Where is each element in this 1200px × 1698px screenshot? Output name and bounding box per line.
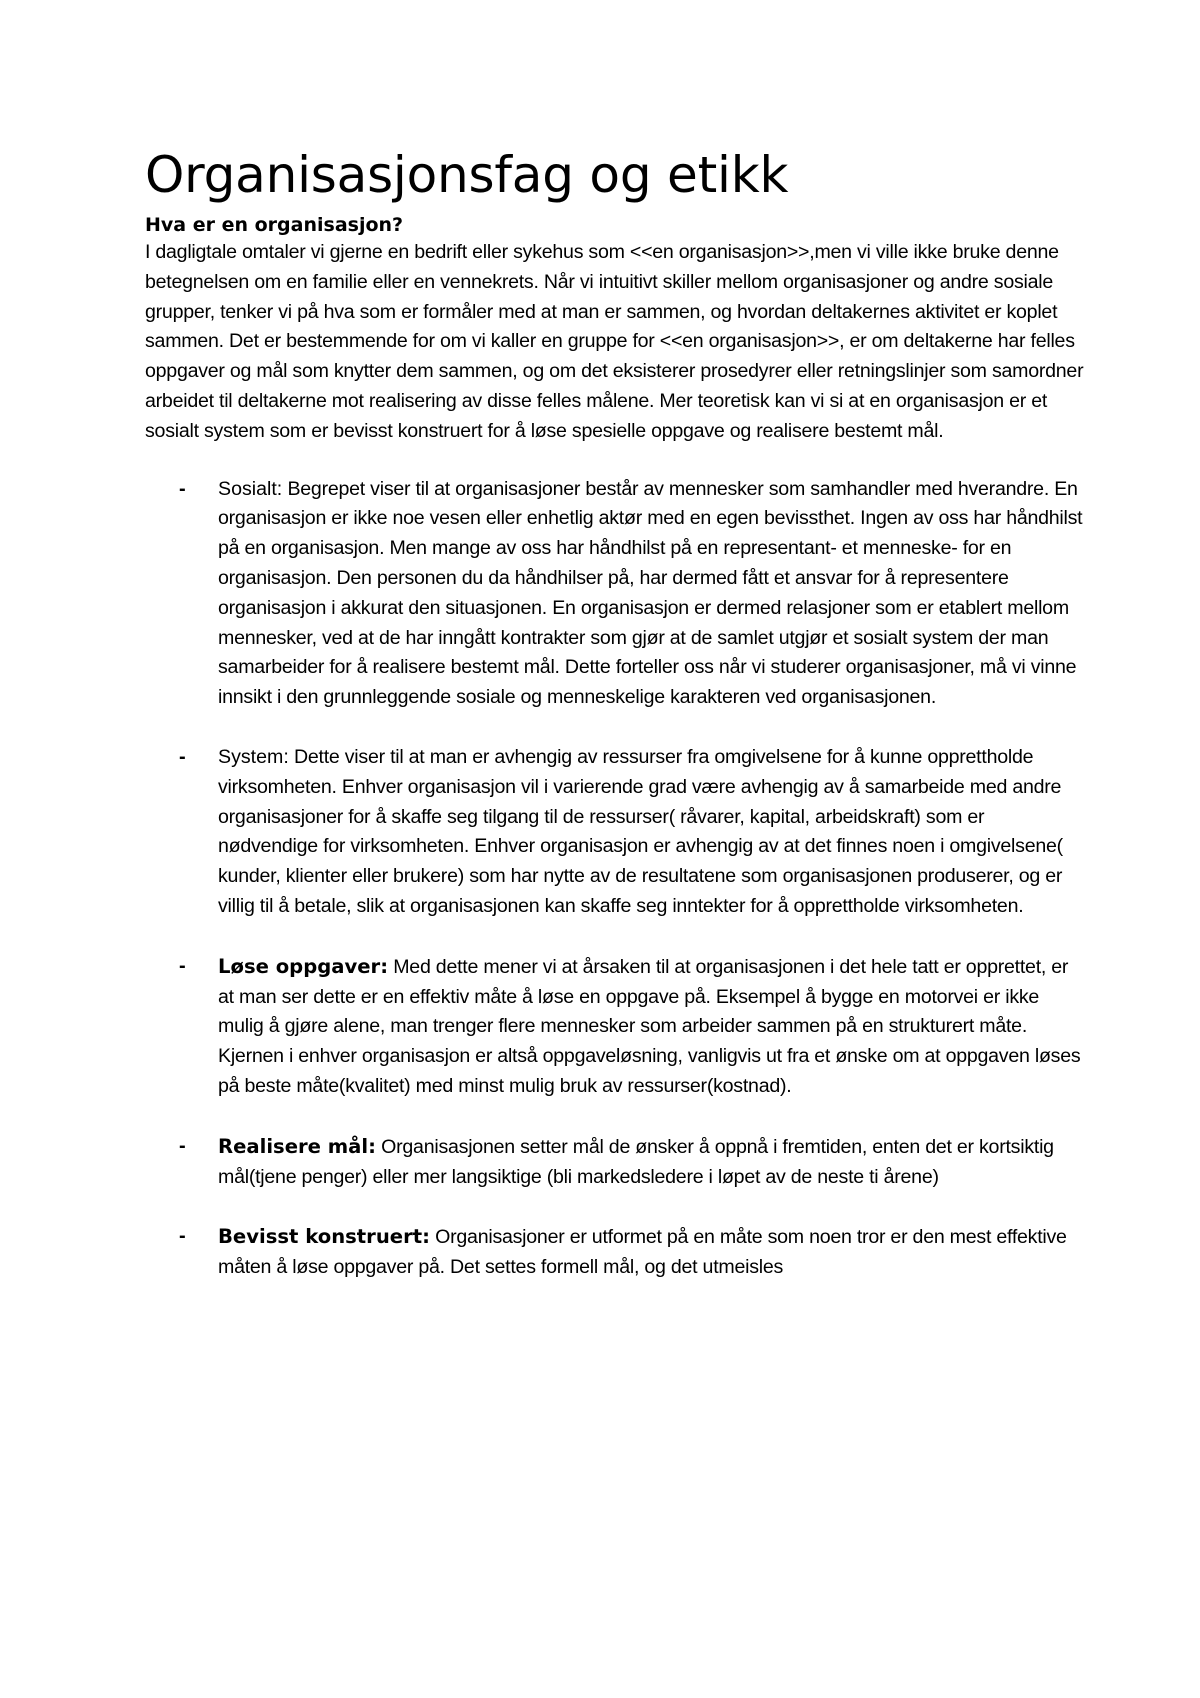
definition-list <box>145 475 1085 1283</box>
list-item-text: Organisasjonen setter mål de ønsker å oppnå i fremtiden, enten det er kortsiktig mål(tjene penger) eller mer langsiktige (bli markedsledere i løpet av de neste ti årene) <box>218 1135 1054 1188</box>
list-item-body <box>218 1222 1085 1283</box>
list-item-bevisst-konstruert <box>145 1222 1085 1283</box>
list-item-text: Organisasjoner er utformet på en måte som noen tror er den mest effektive måten å løse oppgaver på. Det settes formell mål, og det utmeisles <box>218 1226 1067 1279</box>
list-item-body <box>218 743 1085 922</box>
intro-paragraph: I dagligtale omtaler vi gjerne en bedrift eller sykehus som <<en organisasjon>>,men vi ville ikke bruke denne betegnelsen om en familie eller en vennekrets. Når vi intuitivt skiller mellom organisasjoner og andre sosiale grupper, tenker vi på hva som er formåler med at man er sammen, og hvordan deltakernes aktivitet er koplet sammen. Det er bestemmende for om vi kaller en gruppe for <<en organisasjon>>, er om deltakerne har felles oppgaver og mål som knytter dem sammen, og om det eksisterer prosedyrer eller retningslinjer som samordner arbeidet til deltakerne mot realisering av disse felles målene. Mer teoretisk kan vi si at en organisasjon er et sosialt system som er bevisst konstruert for å løse spesielle oppgave og realisere bestemt mål. <box>145 241 1084 442</box>
list-item-body <box>218 952 1085 1102</box>
document-title: Organisasjonsfag og etikk <box>145 146 789 204</box>
list-item-term: Løse oppgaver: <box>218 954 389 978</box>
list-item-term: Bevisst konstruert: <box>218 1225 430 1249</box>
list-item-sosialt <box>145 475 1085 713</box>
list-item-lose-oppgaver <box>145 952 1085 1102</box>
list-item-term: Sosialt: <box>218 477 283 500</box>
list-item-term: System: <box>218 745 289 768</box>
list-item-system <box>145 743 1085 922</box>
list-item-text: Med dette mener vi at årsaken til at organisasjonen i det hele tatt er opprettet, er at man ser dette er en effektiv måte å løse en oppgave på. Eksempel å bygge en motorvei er ikke mulig å gjøre alene, man trenger flere mennesker som arbeider sammen på en strukturert måte. Kjernen i enhver organisasjon er altså oppgaveløsning, vanligvis ut fra et ønske om at oppgaven løses på beste måte(kvalitet) med minst mulig bruk av ressurser(kostnad). <box>218 955 1081 1097</box>
list-item-term: Realisere mål: <box>218 1134 376 1158</box>
bullet-dash: - <box>179 745 186 768</box>
list-item-realisere-mal <box>145 1132 1085 1193</box>
list-item-text: Dette viser til at man er avhengig av ressurser fra omgivelsene for å kunne opprettholde virksomheten. Enhver organisasjon vil i varierende grad være avhengig av å samarbeide med andre organisasjoner for å skaffe seg tilgang til de ressurser( råvarer, kapital, arbeidskraft) som er nødvendige for virksomheten. Enhver organisasjon er avhengig av at det finnes noen i omgivelsene( kunder, klienter eller brukere) som har nytte av de resultatene som organisasjonen produserer, og er villig til å betale, slik at organisasjonen kan skaffe seg inntekter for å opprettholde virksomheten. <box>218 745 1063 917</box>
bullet-dash: - <box>179 1134 186 1157</box>
bullet-dash: - <box>179 954 186 977</box>
list-item-body <box>218 1132 1085 1193</box>
bullet-dash: - <box>179 1225 186 1248</box>
list-item-text: Begrepet viser til at organisasjoner består av mennesker som samhandler med hverandre. En organisasjon er ikke noe vesen eller enhetlig aktør med en egen bevissthet. Ingen av oss har håndhilst på en organisasjon. Men mange av oss har håndhilst på en representant- et menneske- for en organisasjon. Den personen du da håndhilser på, har dermed fått et ansvar for å representere organisasjon i akkurat den situasjonen. En organisasjon er dermed relasjoner som er etablert mellom mennesker, ved at de har inngått kontrakter som gjør at de samlet utgjør et sosialt system der man samarbeider for å realisere bestemt mål. Dette forteller oss når vi studerer organisasjoner, må vi vinne innsikt i den grunnleggende sosiale og menneskelige karakteren ved organisasjonen. <box>218 477 1083 709</box>
document-page <box>145 142 1085 1313</box>
section-heading: Hva er en organisasjon? <box>145 214 404 236</box>
list-item-body <box>218 475 1085 713</box>
bullet-dash: - <box>179 477 186 500</box>
